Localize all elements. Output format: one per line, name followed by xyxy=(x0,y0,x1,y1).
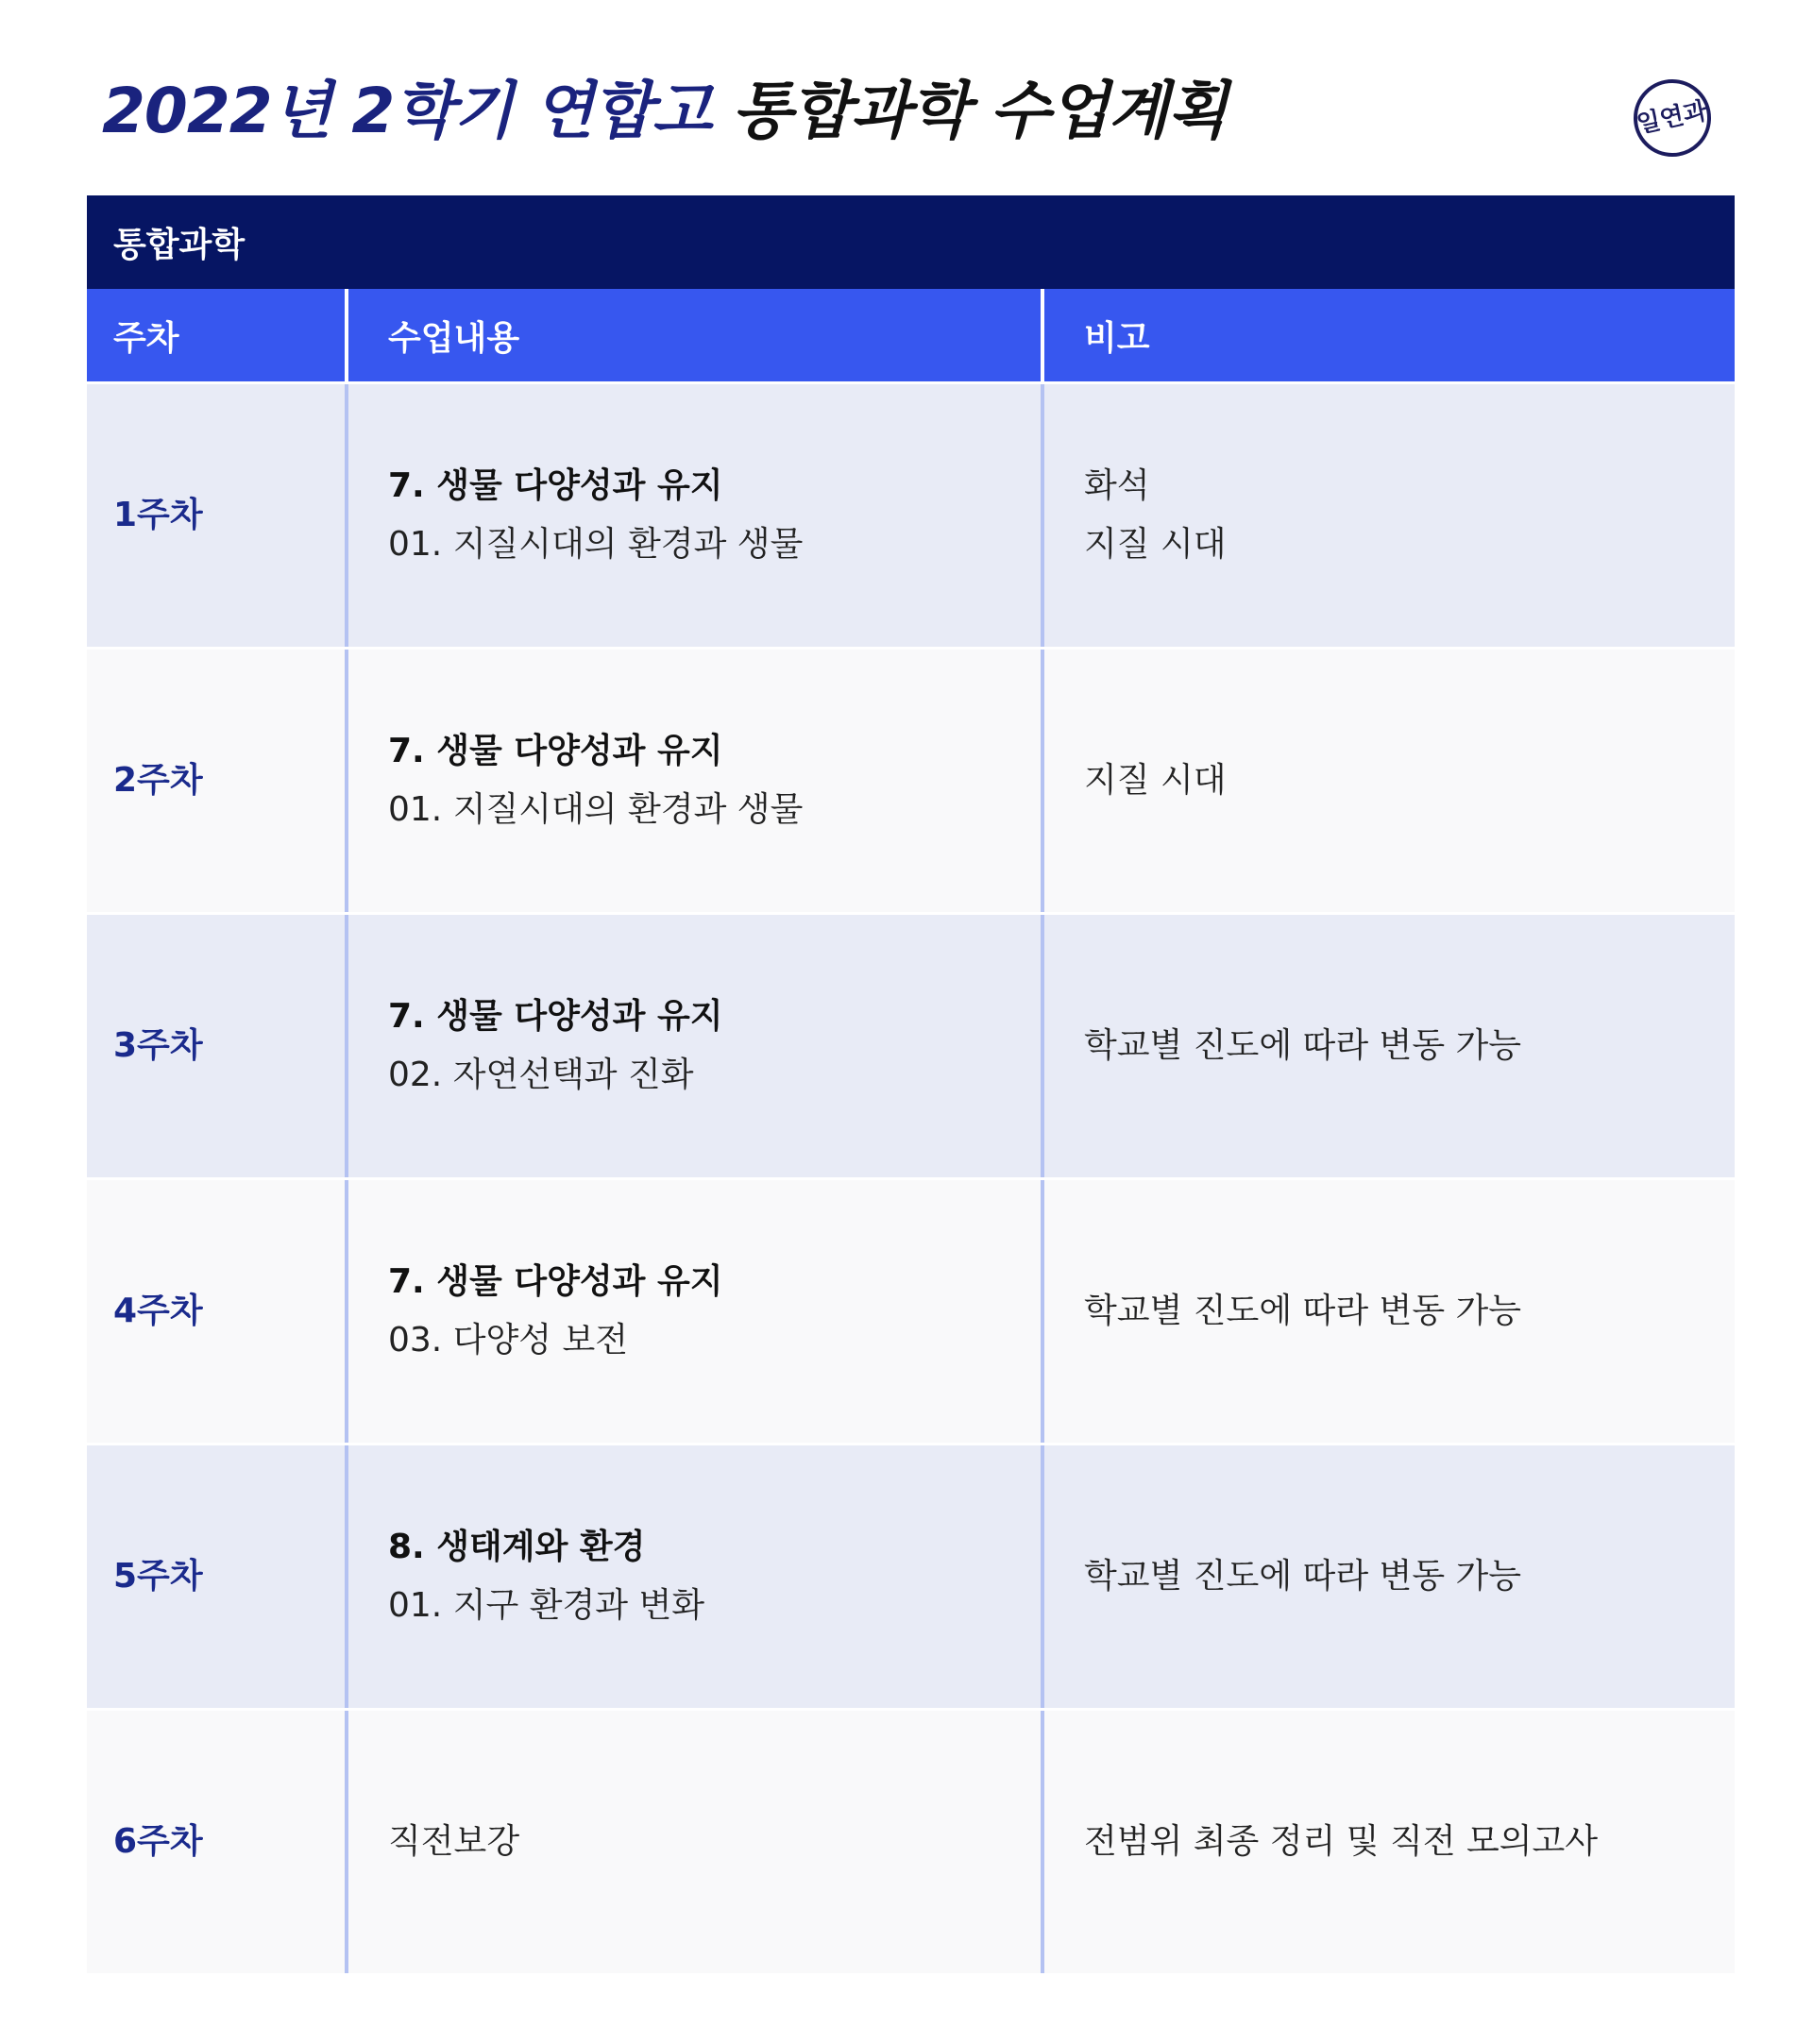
table-row xyxy=(87,650,1735,912)
content-cell xyxy=(345,650,1041,912)
page-title-accent: 2022년 2학기 연합고 xyxy=(102,75,712,147)
subject-bar xyxy=(87,195,1735,289)
content-cell xyxy=(345,1180,1041,1443)
week-label: 3주차 xyxy=(113,1026,203,1065)
note-line: 학교별 진도에 따라 변동 가능 xyxy=(1084,1292,1522,1330)
note-cell xyxy=(1041,915,1735,1177)
brand-logo-text: 일연과 xyxy=(1635,96,1710,140)
note-cell xyxy=(1041,650,1735,912)
brand-logo xyxy=(1634,79,1711,157)
header-content: 수업내용 xyxy=(345,289,1041,381)
table-row xyxy=(87,384,1735,647)
note-line: 학교별 진도에 따라 변동 가능 xyxy=(1084,1557,1522,1596)
table-row xyxy=(87,1180,1735,1443)
week-cell xyxy=(87,1180,345,1443)
header-week: 주차 xyxy=(113,318,179,358)
lesson-title: 01. 지질시대의 환경과 생물 xyxy=(388,525,804,564)
table-row xyxy=(87,915,1735,1177)
table-body xyxy=(87,384,1735,1973)
unit-title: 7. 생물 다양성과 유지 xyxy=(388,997,723,1036)
schedule-table xyxy=(87,195,1735,1973)
unit-title: 7. 생물 다양성과 유지 xyxy=(388,1262,723,1301)
unit-title: 7. 생물 다양성과 유지 xyxy=(388,466,723,505)
week-cell xyxy=(87,384,345,647)
header-note: 비고 xyxy=(1041,289,1735,381)
week-label: 1주차 xyxy=(113,496,203,534)
week-label: 5주차 xyxy=(113,1557,203,1596)
unit-title: 8. 생태계와 환경 xyxy=(388,1528,646,1566)
week-label: 6주차 xyxy=(113,1822,203,1861)
content-cell xyxy=(345,1445,1041,1708)
table-row xyxy=(87,1445,1735,1708)
lesson-title: 02. 자연선택과 진화 xyxy=(388,1056,694,1094)
week-cell xyxy=(87,650,345,912)
note-cell xyxy=(1041,384,1735,647)
table-row xyxy=(87,1711,1735,1973)
week-label: 4주차 xyxy=(113,1292,203,1330)
week-cell xyxy=(87,1445,345,1708)
unit-title: 7. 생물 다양성과 유지 xyxy=(388,732,723,770)
subject-label: 통합과학 xyxy=(113,226,246,264)
note-line: 지질 시대 xyxy=(1084,525,1227,564)
lesson-title: 01. 지질시대의 환경과 생물 xyxy=(388,790,804,829)
week-label: 2주차 xyxy=(113,761,203,800)
page-title-main: 통합과학 수업계획 xyxy=(732,75,1228,147)
note-line: 전범위 최종 정리 및 직전 모의고사 xyxy=(1084,1822,1599,1861)
note-line: 학교별 진도에 따라 변동 가능 xyxy=(1084,1026,1522,1065)
note-line: 화석 xyxy=(1084,466,1150,505)
content-cell xyxy=(345,1711,1041,1973)
note-cell xyxy=(1041,1711,1735,1973)
note-cell xyxy=(1041,1180,1735,1443)
lesson-title: 01. 지구 환경과 변화 xyxy=(388,1586,705,1625)
content-cell xyxy=(345,915,1041,1177)
note-line: 지질 시대 xyxy=(1084,761,1227,800)
note-cell xyxy=(1041,1445,1735,1708)
week-cell xyxy=(87,1711,345,1973)
lesson-title: 03. 다양성 보전 xyxy=(388,1321,629,1360)
table-header-row xyxy=(87,289,1735,381)
page-title xyxy=(102,77,1227,146)
week-cell xyxy=(87,915,345,1177)
lesson-title: 직전보강 xyxy=(388,1822,520,1861)
content-cell xyxy=(345,384,1041,647)
